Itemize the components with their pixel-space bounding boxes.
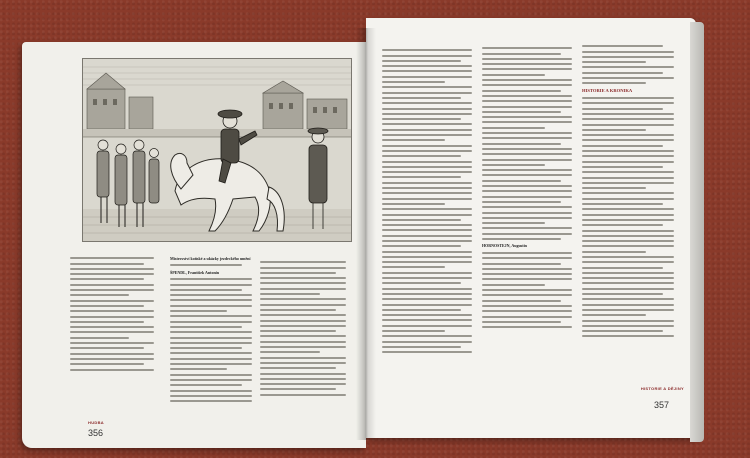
left-footnote-column xyxy=(70,254,154,374)
equestrian-engraving xyxy=(83,59,351,241)
section-head-left: ŠPENDL, František Antonín xyxy=(170,269,220,275)
image-caption-title: Mistrovství koňské a ukázky jezdeckého umění xyxy=(170,256,251,261)
left-page-number: 356 xyxy=(88,428,104,438)
engraving-illustration xyxy=(82,58,352,242)
open-book xyxy=(22,18,708,448)
section-head-right-1: HISTORIE A KRONIKA xyxy=(582,88,633,94)
right-running-head: HISTORIE A DĚJINY xyxy=(640,386,684,391)
right-column-2 xyxy=(482,44,572,331)
section-head-right-2: HORNOSTEJN, Augustin xyxy=(482,243,527,249)
left-middle-column xyxy=(170,256,252,405)
book-spine xyxy=(356,28,376,440)
book-cover-edge xyxy=(690,22,704,442)
right-column-3 xyxy=(582,42,674,341)
left-right-column xyxy=(260,258,346,399)
right-column-1 xyxy=(382,46,472,357)
right-page-number: 357 xyxy=(654,400,670,410)
left-running-head: HUDBA xyxy=(88,420,104,425)
